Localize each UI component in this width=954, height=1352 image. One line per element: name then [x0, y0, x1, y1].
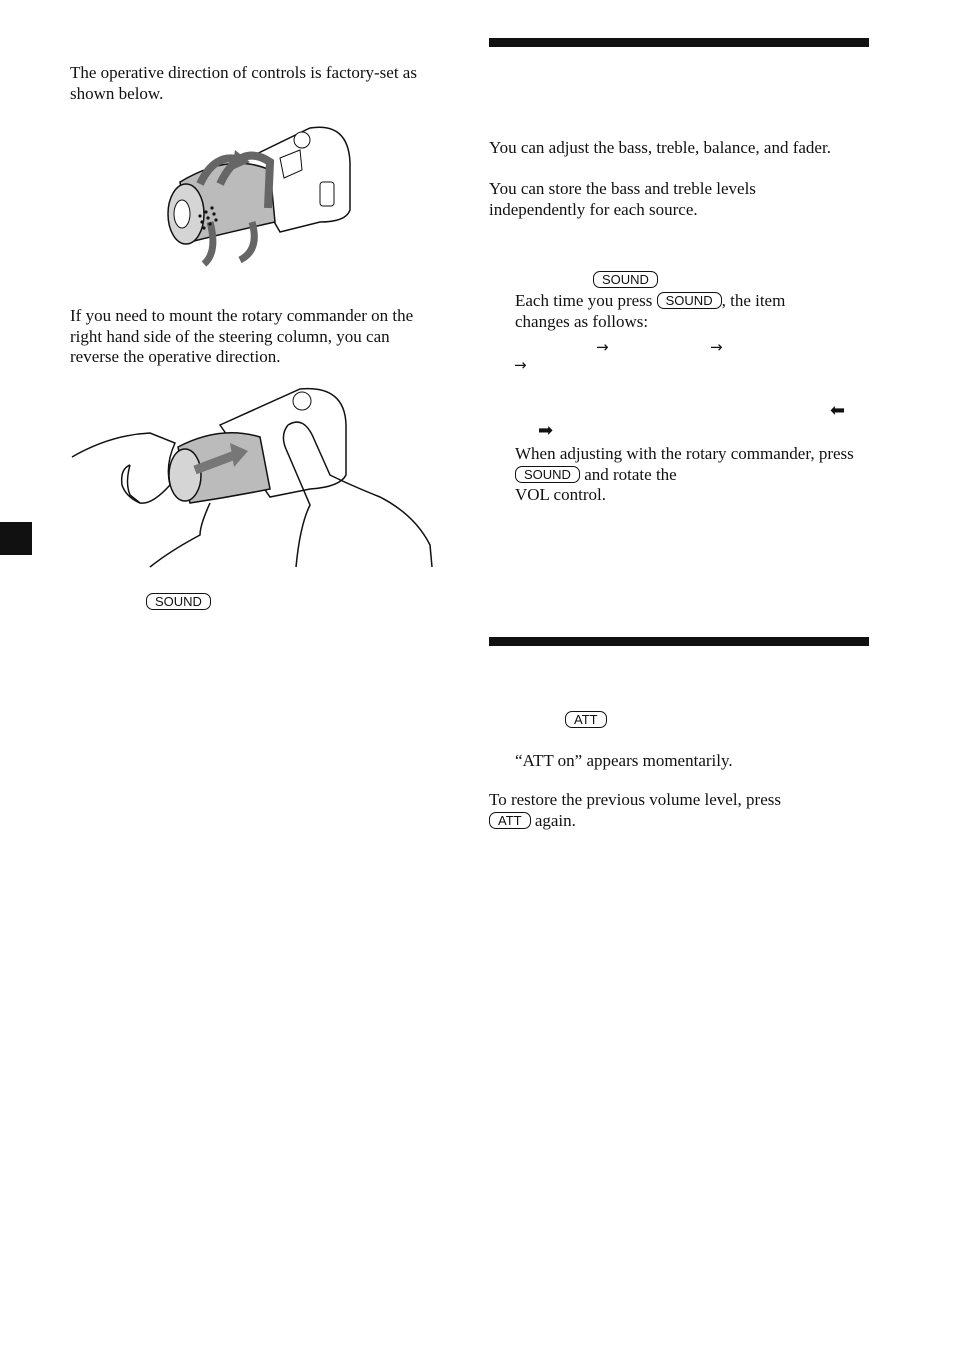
sound-button-step[interactable]: SOUND — [593, 271, 658, 288]
section-rule-top — [489, 38, 869, 47]
section-rule-att — [489, 637, 869, 646]
arrow-right-icon: → — [710, 338, 723, 356]
att-button[interactable]: ATT — [565, 711, 607, 728]
sound-button-inline[interactable]: SOUND — [657, 292, 722, 309]
page-tab-marker — [0, 522, 32, 555]
restore-suffix: again. — [534, 810, 576, 830]
bold-arrow-right-icon: ➡ — [538, 420, 554, 441]
sound-step-line — [146, 592, 211, 613]
rotary-last-text: VOL control. — [515, 485, 606, 504]
step-sound-line — [593, 270, 658, 291]
adjust-paragraph: You can adjust the bass, treble, balance, and fader. — [489, 138, 831, 157]
hand-pressing-rotary-commander-illustration — [70, 385, 435, 570]
intro-paragraph: The operative direction of controls is factory-set as shown below. — [70, 63, 417, 103]
changes-text: changes as follows: — [515, 311, 649, 331]
restore-paragraph — [489, 790, 859, 831]
reverse-paragraph: If you need to mount the rotary commander on the right hand side of the steering column, you can reverse the operative direction. — [70, 306, 414, 366]
sound-button[interactable]: SOUND — [146, 593, 211, 610]
each-time-paragraph — [515, 291, 865, 332]
att-step-line — [565, 710, 607, 731]
rotary-pre-text: When adjusting with the rotary commander, press — [515, 444, 854, 463]
restore-text: To restore the previous volume level, press — [489, 790, 781, 809]
each-time-prefix: Each time you press — [515, 291, 653, 310]
rotary-commander-default-illustration — [160, 122, 360, 272]
arrow-right-icon: → — [514, 356, 527, 374]
rotary-adjust-paragraph — [515, 444, 865, 506]
rotary-post-text: and rotate the — [584, 464, 677, 484]
att-on-paragraph: “ATT on” appears momentarily. — [515, 751, 733, 770]
bold-arrow-left-icon: ⬅ — [830, 400, 846, 421]
sound-button-rotary[interactable]: SOUND — [515, 466, 580, 483]
att-button-restore[interactable]: ATT — [489, 812, 531, 829]
store-paragraph: You can store the bass and treble levels independently for each source. — [489, 179, 756, 219]
each-time-suffix: , the item — [721, 291, 786, 310]
arrow-right-icon: → — [596, 338, 609, 356]
